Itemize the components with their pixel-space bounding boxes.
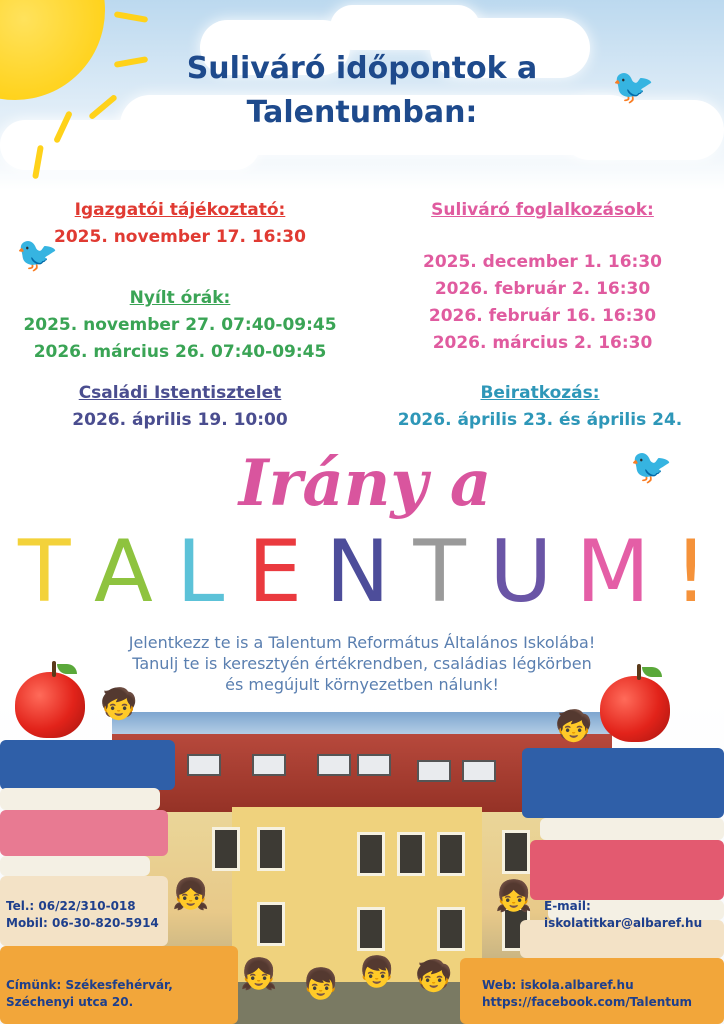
contact-email: [544, 898, 702, 932]
event-date: 2026. március 2. 16:30: [432, 333, 653, 353]
event-date: 2026. április 23. és április 24.: [397, 410, 683, 430]
title-line-1: Suliváró időpontok a: [186, 51, 538, 86]
slogan-letter: E: [247, 522, 303, 622]
event-heading: Suliváró foglalkozások:: [431, 200, 654, 220]
contact-phone: [6, 898, 159, 932]
event-csaladi: [20, 380, 340, 434]
tagline-line: Tanulj te is keresztyén értékrendben, családias légkörben: [132, 654, 592, 673]
email-label: E-mail:: [544, 899, 591, 913]
event-date: 2026. február 2. 16:30: [434, 279, 651, 299]
event-date: 2026. április 19. 10:00: [72, 410, 288, 430]
slogan-letter: L: [176, 522, 225, 622]
tagline: [60, 632, 664, 695]
event-date: 2026. február 16. 16:30: [428, 306, 657, 326]
slogan-letter: !: [673, 522, 708, 622]
slogan-letter: A: [94, 522, 153, 622]
slogan-letter: M: [575, 522, 650, 622]
facebook-link[interactable]: https://facebook.com/Talentum: [482, 995, 693, 1009]
slogan-letter: N: [325, 522, 390, 622]
title-line-2: Talentumban:: [246, 95, 478, 130]
apple-icon: [600, 676, 670, 742]
child-icon: 🧒: [555, 709, 593, 744]
event-heading: Családi Istentisztelet: [78, 383, 282, 403]
child-icon: 👧: [495, 879, 533, 914]
child-icon: 👧: [172, 877, 210, 912]
apple-stem: [637, 664, 641, 680]
event-date: 2025. november 17. 16:30: [54, 227, 306, 247]
apple-icon: [15, 672, 85, 738]
web-link[interactable]: Web: iskola.albaref.hu: [482, 978, 634, 992]
tagline-line: és megújult környezetben nálunk!: [225, 675, 499, 694]
contact-web: [482, 977, 692, 1011]
event-nyilt: [10, 285, 350, 366]
event-beiratkozas: [370, 380, 710, 434]
child-icon: 👧: [240, 957, 278, 992]
slogan-letter: T: [18, 522, 71, 622]
address-city: Címünk: Székesfehérvár,: [6, 978, 173, 992]
event-sulivaro: [375, 197, 710, 357]
event-date: 2026. március 26. 07:40-09:45: [33, 342, 327, 362]
apple-stem: [52, 661, 56, 677]
event-heading: Nyílt órák:: [129, 288, 231, 308]
slogan-talentum: [18, 522, 708, 622]
slogan-script: Irány a: [238, 446, 492, 521]
mobile-number: Mobil: 06-30-820-5914: [6, 916, 159, 930]
address-street: Széchenyi utca 20.: [6, 995, 134, 1009]
page-title: [0, 47, 724, 135]
tagline-line: Jelentkezz te is a Talentum Református Általános Iskolába!: [128, 633, 596, 652]
child-icon: 🧒: [100, 687, 138, 722]
event-date: 2025. december 1. 16:30: [422, 252, 663, 272]
event-date: 2025. november 27. 07:40-09:45: [23, 315, 337, 335]
child-icon: 👦: [302, 967, 340, 1002]
slogan-letter: T: [413, 522, 466, 622]
bird-icon: 🐦: [612, 67, 655, 107]
email-address[interactable]: iskolatitkar@albaref.hu: [544, 916, 703, 930]
child-icon: 👦: [358, 955, 396, 990]
event-heading: Igazgatói tájékoztató:: [74, 200, 286, 220]
slogan-letter: U: [489, 522, 553, 622]
event-igazgatoi: [20, 197, 340, 251]
bird-icon: 🐦: [16, 235, 59, 275]
event-heading: Beiratkozás:: [480, 383, 600, 403]
child-icon: 🧒: [415, 959, 453, 994]
bird-icon: 🐦: [630, 447, 673, 487]
contact-address: [6, 977, 173, 1011]
phone-number: Tel.: 06/22/310-018: [6, 899, 136, 913]
